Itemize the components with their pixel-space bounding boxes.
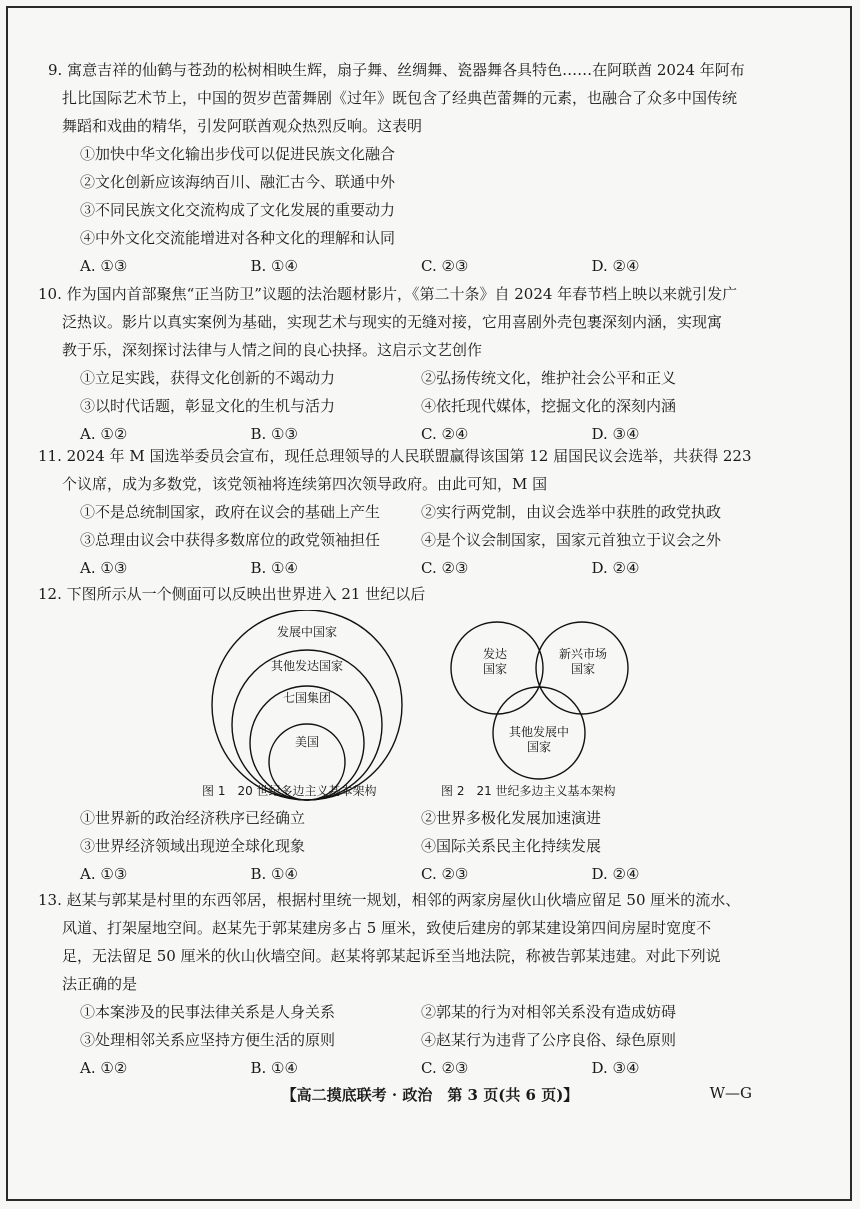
answer-choice-c: C. ②③ — [421, 1059, 469, 1077]
question-stem-line: 舞蹈和戏曲的精华，引发阿联酋观众热烈反响。这表明 — [62, 117, 423, 135]
footer-title: 【高二摸底联考 · 政治 第 3 页(共 6 页)】 — [281, 1086, 579, 1104]
statement-option: ③世界经济领域出现逆全球化现象 — [80, 837, 306, 855]
question-13 — [38, 886, 762, 1082]
figure-1-caption: 图 1 20 世纪多边主义基本架构 — [202, 784, 377, 798]
statement-option: ④中外文化交流能增进对各种文化的理解和认同 — [80, 229, 396, 247]
statement-option: ①立足实践，获得文化创新的不竭动力 — [80, 369, 336, 387]
fig2-label-emerging-2: 国家 — [570, 662, 596, 676]
question-stem-line: 足，无法留足 50 厘米的伙山伙墙空间。赵某将郭某起诉至当地法院，称被告郭某违建。对此下列说 — [62, 947, 721, 965]
answer-choice-c: C. ②③ — [421, 257, 469, 275]
figure-2-venn — [451, 622, 628, 779]
option-row — [80, 1026, 762, 1054]
fig2-label-other-2: 国家 — [526, 740, 552, 754]
fig2-label-other-1: 其他发展中 — [508, 725, 570, 739]
statement-option: ①加快中华文化输出步伐可以促进民族文化融合 — [80, 145, 396, 163]
answer-choice-c: C. ②④ — [421, 425, 469, 443]
option-row — [80, 498, 762, 526]
statement-option: ③以时代话题，彰显文化的生机与活力 — [80, 397, 336, 415]
statement-option: ④是个议会制国家，国家元首独立于议会之外 — [421, 531, 722, 549]
statement-option: ②文化创新应该海纳百川、融汇古今、联通中外 — [80, 173, 396, 191]
question-stem-line: 教于乐，深刻探讨法律与人情之间的良心抉择。这启示文艺创作 — [62, 341, 483, 359]
statement-option: ①本案涉及的民事法律关系是人身关系 — [80, 1003, 336, 1021]
answer-choice-a: A. ①② — [80, 425, 128, 443]
statement-option: ③不同民族文化交流构成了文化发展的重要动力 — [80, 201, 396, 219]
fig1-label-usa: 美国 — [294, 735, 320, 749]
question-9 — [48, 56, 762, 280]
answer-choice-d: D. ②④ — [591, 257, 640, 275]
option-row — [80, 804, 762, 832]
statement-option: ③处理相邻关系应坚持方便生活的原则 — [80, 1031, 336, 1049]
fig2-label-developed-1: 发达 — [482, 647, 508, 661]
option-row — [80, 392, 762, 420]
statement-option: ④依托现代媒体，挖掘文化的深刻内涵 — [421, 397, 677, 415]
option-row — [80, 526, 762, 554]
question-stem-line: 13. 赵某与郭某是村里的东西邻居，根据村里统一规划，相邻的两家房屋伙山伙墙应留足 50 厘米的流水、 — [38, 891, 741, 909]
question-stem-line: 扎比国际艺术节上，中国的贺岁芭蕾舞剧《过年》既包含了经典芭蕾舞的元素，也融合了众多中国传统 — [62, 89, 738, 107]
answer-choice-a: A. ①③ — [80, 559, 128, 577]
answer-choice-a: A. ①③ — [80, 865, 128, 883]
answer-choice-b: B. ①④ — [250, 559, 298, 577]
question-stem-line: 个议席，成为多数党，该党领袖将连续第四次领导政府。由此可知，M 国 — [62, 475, 548, 493]
question-12 — [38, 580, 762, 608]
statement-option: ②世界多极化发展加速演进 — [421, 809, 602, 827]
fig2-label-emerging-1: 新兴市场 — [558, 647, 608, 661]
question-stem-line: 风道、打架屋地空间。赵某先于郭某建房多占 5 厘米，致使后建房的郭某建设第四间房屋时宽度不 — [62, 919, 712, 937]
question-stem-line: 泛热议。影片以真实案例为基础，实现艺术与现实的无缝对接，它用喜剧外壳包裹深刻内涵，实现寓 — [62, 313, 723, 331]
statement-option: ①世界新的政治经济秩序已经确立 — [80, 809, 306, 827]
statement-option: ②弘扬传统文化，维护社会公平和正义 — [421, 369, 677, 387]
statement-option: ②郭某的行为对相邻关系没有造成妨碍 — [421, 1003, 677, 1021]
answer-choice-a: A. ①③ — [80, 257, 128, 275]
answer-choice-c: C. ②③ — [421, 865, 469, 883]
answer-choice-d: D. ③④ — [591, 425, 640, 443]
option-row — [80, 832, 762, 860]
answer-choice-d: D. ③④ — [591, 1059, 640, 1077]
statement-option: ②实行两党制，由议会选举中获胜的政党执政 — [421, 503, 722, 521]
question-stem-line: 9. 寓意吉祥的仙鹤与苍劲的松树相映生辉，扇子舞、丝绸舞、瓷器舞各具特色……在阿联酋 2024 年阿布 — [48, 61, 745, 79]
answer-choice-a: A. ①② — [80, 1059, 128, 1077]
question-10 — [38, 280, 762, 448]
statement-option: ④国际关系民主化持续发展 — [421, 837, 602, 855]
statement-option: ③总理由议会中获得多数席位的政党领袖担任 — [80, 531, 381, 549]
fig1-label-other-developed: 其他发达国家 — [270, 659, 344, 673]
option-row — [80, 998, 762, 1026]
question-stem-line: 10. 作为国内首部聚焦“正当防卫”议题的法治题材影片，《第二十条》自 2024 年春节档上映以来就引发广 — [38, 285, 738, 303]
question-stem-line: 11. 2024 年 M 国选举委员会宣布，现任总理领导的人民联盟赢得该国第 12 届国民议会选举，共获得 223 — [38, 447, 752, 465]
option-row — [80, 364, 762, 392]
question-12-options — [62, 804, 762, 888]
question-stem-line: 法正确的是 — [62, 975, 138, 993]
figure-2-caption: 图 2 21 世纪多边主义基本架构 — [441, 784, 616, 798]
answer-choice-d: D. ②④ — [591, 559, 640, 577]
answer-choices — [80, 252, 762, 280]
statement-option: ④赵某行为违背了公序良俗、绿色原则 — [421, 1031, 677, 1049]
page-footer — [0, 1084, 860, 1108]
question-stem-line: 12. 下图所示从一个侧面可以反映出世界进入 21 世纪以后 — [38, 585, 426, 603]
answer-choice-c: C. ②③ — [421, 559, 469, 577]
answer-choice-b: B. ①④ — [250, 257, 298, 275]
statement-option: ①不是总统制国家，政府在议会的基础上产生 — [80, 503, 381, 521]
answer-choices — [80, 554, 762, 582]
fig1-label-g7: 七国集团 — [282, 691, 332, 705]
answer-choice-d: D. ②④ — [591, 865, 640, 883]
question-11 — [38, 442, 762, 582]
answer-choices — [80, 860, 762, 888]
footer-code: W—G — [709, 1084, 752, 1102]
figure-diagrams — [0, 610, 860, 810]
answer-choice-b: B. ①③ — [250, 425, 298, 443]
answer-choice-b: B. ①④ — [250, 865, 298, 883]
answer-choice-b: B. ①④ — [250, 1059, 298, 1077]
fig1-label-developing: 发展中国家 — [276, 625, 338, 639]
answer-choices — [80, 1054, 762, 1082]
fig2-label-developed-2: 国家 — [482, 662, 508, 676]
